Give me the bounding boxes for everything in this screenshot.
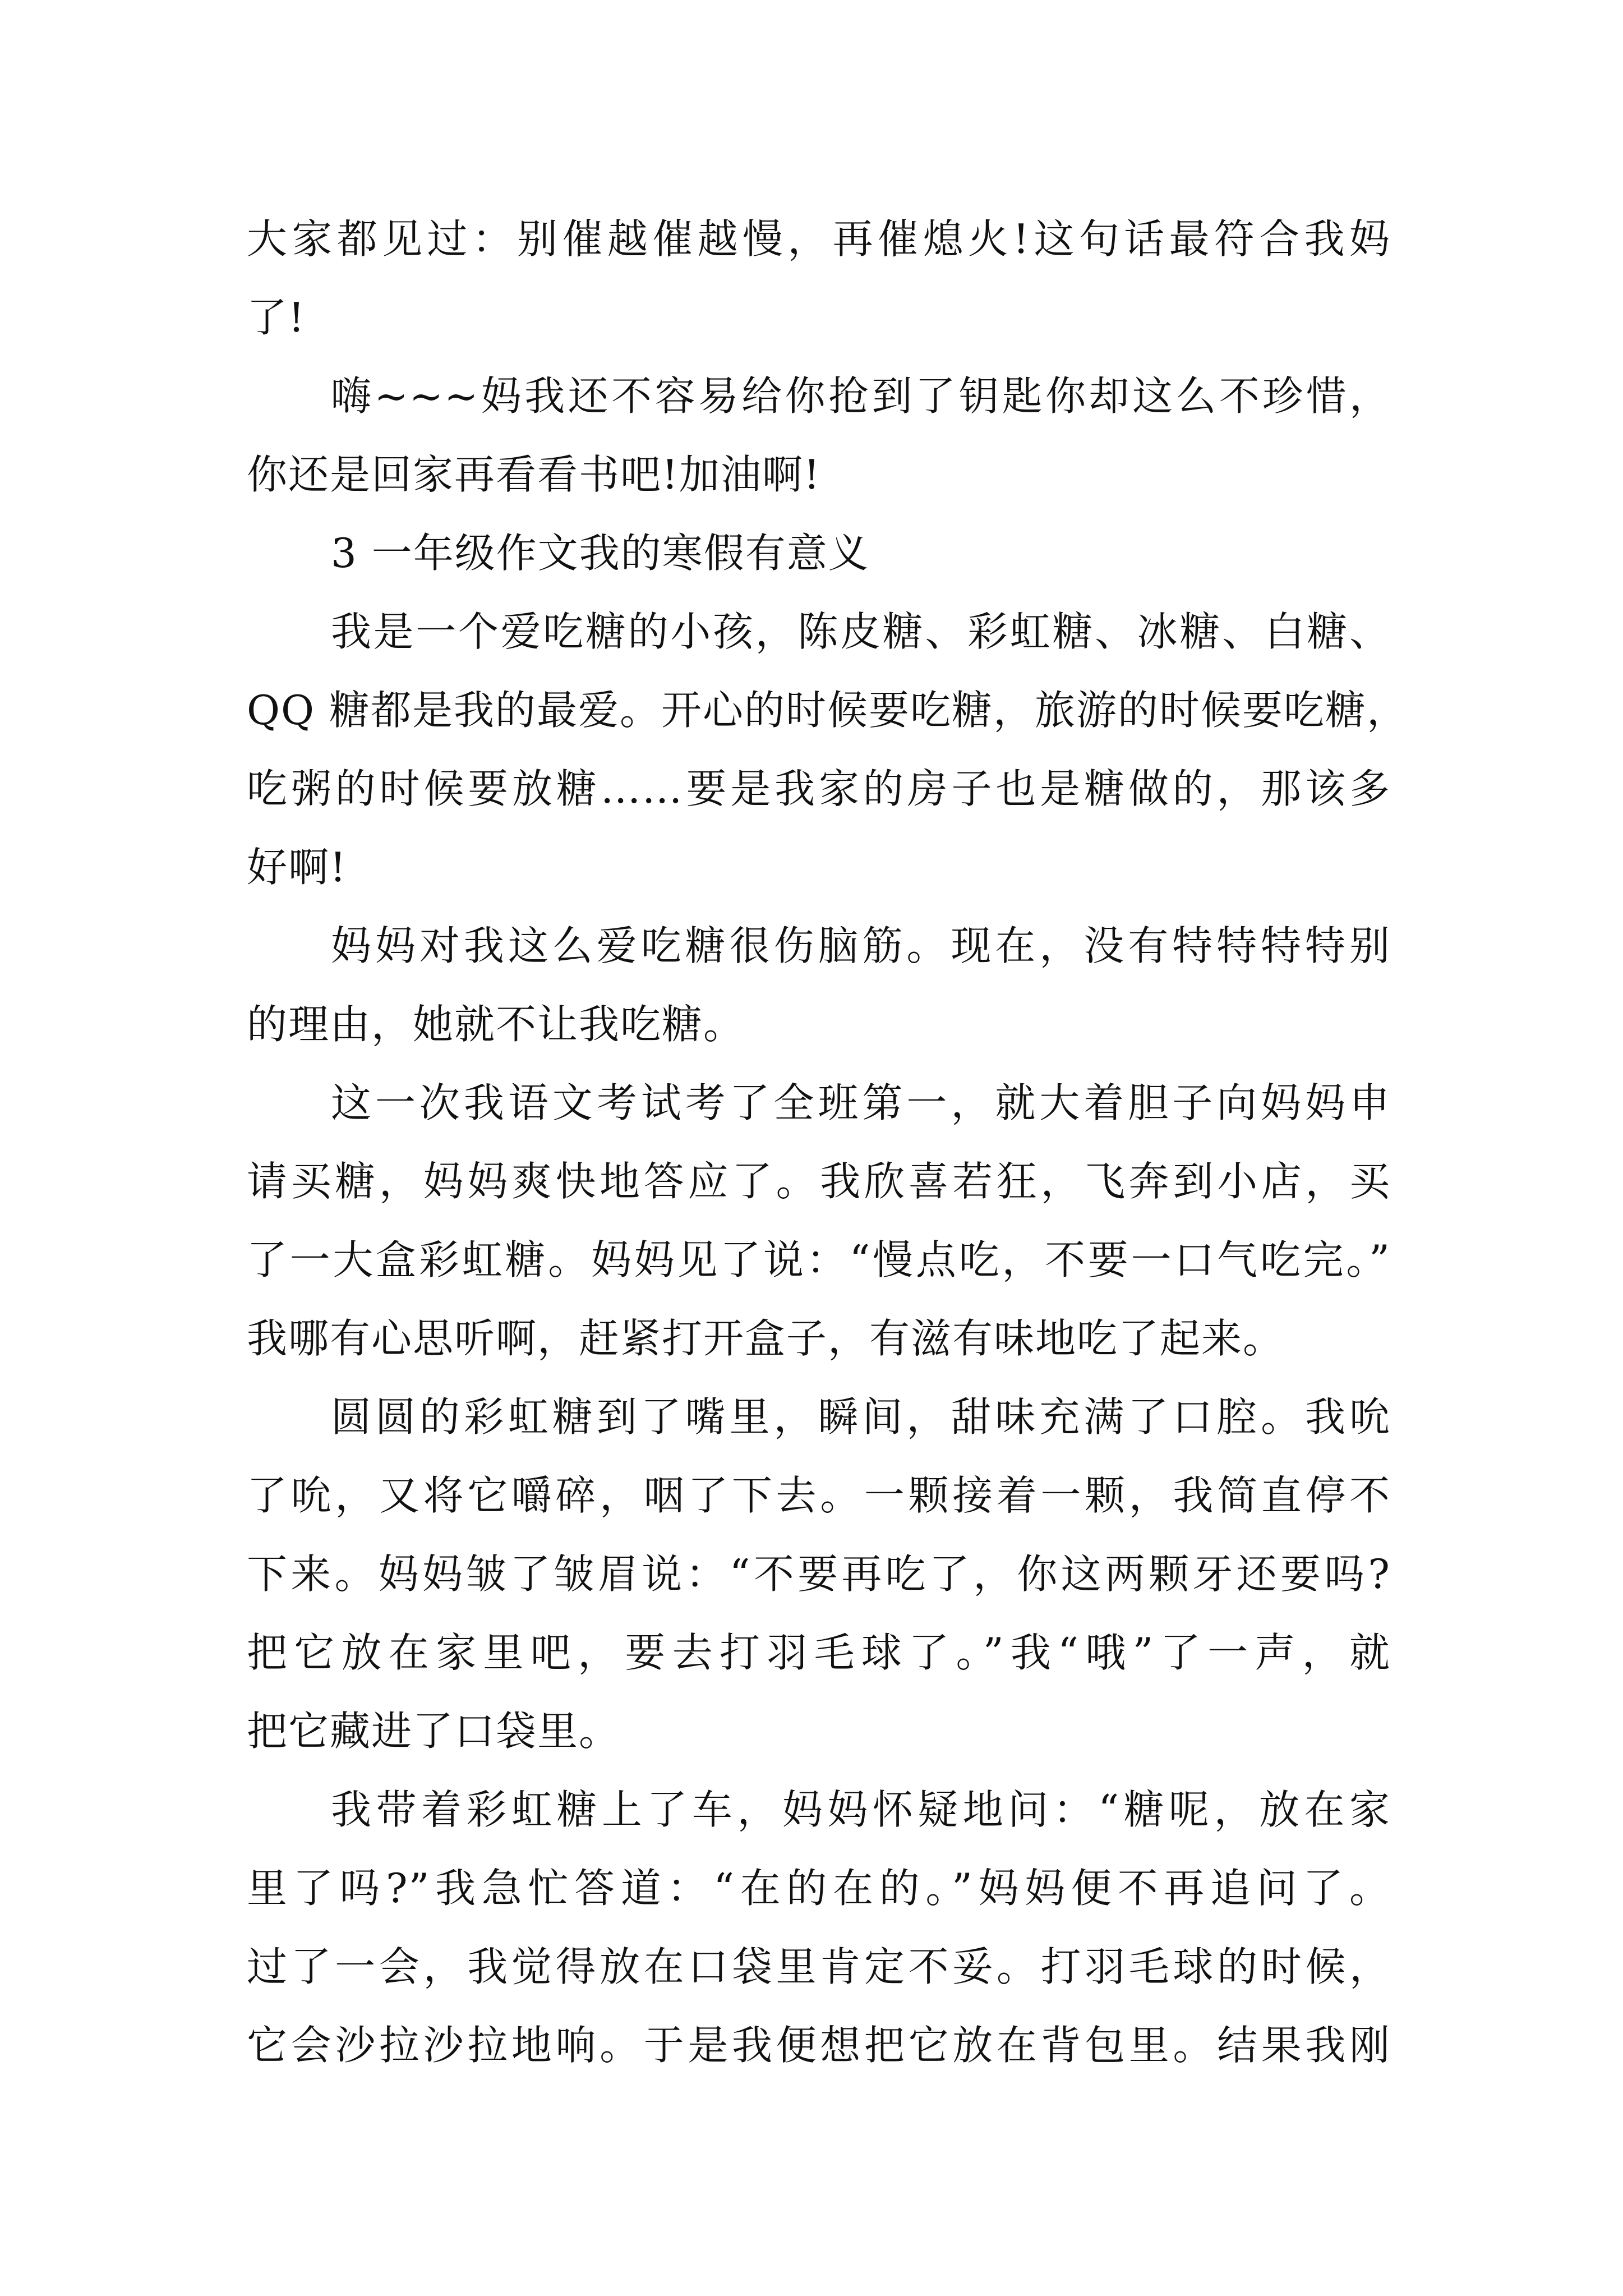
text-line-19: 把它放在家里吧，要去打羽毛球了。”我“哦”了一声，就 — [247, 1629, 1391, 1676]
text-line-20: 把它藏进了口袋里。 — [247, 1708, 621, 1755]
section-heading: 3 一年级作文我的寒假有意义 — [331, 530, 870, 577]
text-line-4: 你还是回家再看看书吧!加油啊! — [247, 451, 821, 498]
text-line-17: 了吮，又将它嚼碎，咽了下去。一颗接着一颗，我简直停不 — [247, 1472, 1391, 1519]
text-line-2: 了! — [247, 294, 306, 341]
text-line-8: 吃粥的时候要放糖……要是我家的房子也是糖做的，那该多 — [247, 765, 1391, 812]
text-line-9: 好啊! — [247, 844, 347, 891]
text-line-12: 这一次我语文考试考了全班第一，就大着胆子向妈妈申 — [331, 1079, 1391, 1126]
text-line-7: QQ 糖都是我的最爱。开心的时候要吃糖，旅游的时候要吃糖， — [247, 687, 1408, 734]
text-line-6: 我是一个爱吃糖的小孩，陈皮糖、彩虹糖、冰糖、白糖、 — [331, 608, 1391, 655]
text-line-1: 大家都见过：别催越催越慢，再催熄火!这句话最符合我妈 — [247, 215, 1391, 263]
text-line-3: 嗨~~~妈我还不容易给你抢到了钥匙你却这么不珍惜， — [331, 372, 1391, 420]
text-line-15: 我哪有心思听啊，赶紧打开盒子，有滋有味地吃了起来。 — [247, 1315, 1285, 1362]
text-line-22: 里了吗?”我急忙答道：“在的在的。”妈妈便不再追问了。 — [247, 1865, 1391, 1912]
text-line-10: 妈妈对我这么爱吃糖很伤脑筋。现在，没有特特特特别 — [331, 922, 1391, 969]
text-line-16: 圆圆的彩虹糖到了嘴里，瞬间，甜味充满了口腔。我吮 — [331, 1393, 1391, 1441]
text-line-24: 它会沙拉沙拉地响。于是我便想把它放在背包里。结果我刚 — [247, 2022, 1391, 2069]
text-line-23: 过了一会，我觉得放在口袋里肯定不妥。打羽毛球的时候， — [247, 1943, 1391, 1990]
text-line-11: 的理由，她就不让我吃糖。 — [247, 1001, 745, 1048]
text-line-18: 下来。妈妈皱了皱眉说：“不要再吃了，你这两颗牙还要吗? — [247, 1550, 1391, 1598]
text-line-21: 我带着彩虹糖上了车，妈妈怀疑地问：“糖呢，放在家 — [331, 1786, 1391, 1833]
text-line-13: 请买糖，妈妈爽快地答应了。我欣喜若狂，飞奔到小店，买 — [247, 1158, 1391, 1205]
text-line-14: 了一大盒彩虹糖。妈妈见了说：“慢点吃，不要一口气吃完。” — [247, 1236, 1391, 1283]
